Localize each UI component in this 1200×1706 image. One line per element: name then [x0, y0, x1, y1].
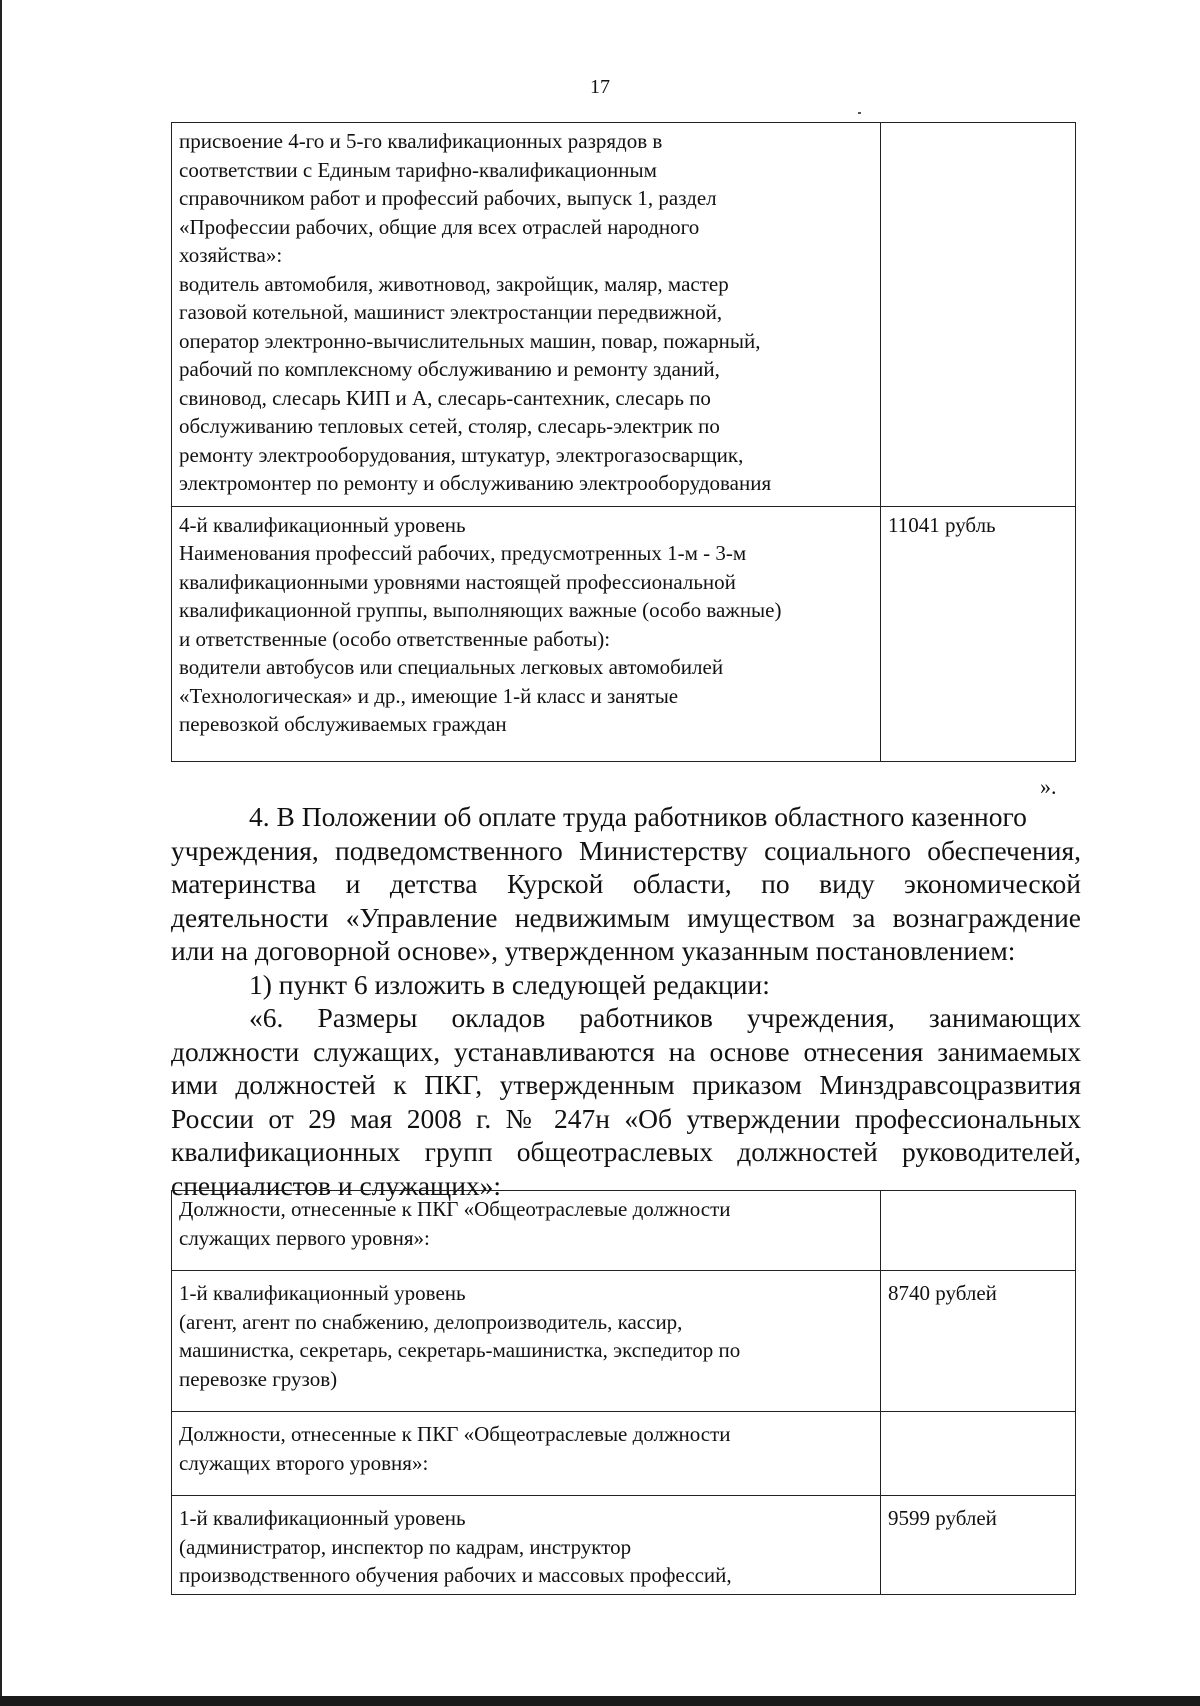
text-line: и ответственные (особо ответственные работы): [179, 626, 611, 651]
text-line: машинистка, секретарь, секретарь-машинистка, экспедитор по [179, 1338, 741, 1362]
scan-edge-left [0, 0, 2, 1706]
text-line: служащих первого уровня»: [179, 1225, 430, 1250]
table-cell-description [172, 123, 881, 507]
table-cell-salary [881, 1412, 1076, 1496]
text-line: электромонтер по ремонту и обслуживанию электрооборудования [179, 471, 772, 495]
table-row [172, 1496, 1076, 1595]
text-line: производственного обучения рабочих и массовых профессий, [179, 1563, 732, 1587]
table-row [172, 1271, 1076, 1412]
table-row [172, 123, 1076, 507]
text-line: Должности, отнесенные к ПКГ «Общеотраслевые должности [179, 1422, 731, 1446]
text-line: соответствии с Единым тарифно-квалификационным [179, 157, 657, 182]
text-line: квалификационной группы, выполняющих важные (особо важные) [179, 598, 782, 622]
text-line: должности служащих, устанавливаются на основе отнесения занимаемых [171, 1035, 1081, 1067]
salary-table-employees [171, 1190, 1076, 1595]
text-line: хозяйства»: [179, 243, 283, 267]
table-cell-salary [881, 123, 1076, 507]
text-line: водители автобусов или специальных легковых автомобилей [179, 655, 724, 679]
text-line: обслуживанию тепловых сетей, столяр, слесарь-электрик по [179, 414, 720, 438]
text-line: материнства и детства Курской области, по виду экономической [171, 868, 1081, 899]
table-cell-description [172, 1191, 881, 1271]
table-row [172, 1191, 1076, 1271]
text-line: ими должностей к ПКГ, утвержденным приказом Минздравсоцразвития [171, 1069, 1081, 1100]
text-line: (агент, агент по снабжению, делопроизводитель, кассир, [179, 1309, 683, 1334]
text-line: ремонту электрооборудования, штукатур, электрогазосварщик, [179, 442, 744, 467]
text-line: перевозке грузов) [179, 1366, 338, 1391]
text-line: 1) пункт 6 изложить в следующей редакции: [249, 969, 770, 1000]
text-line: справочником работ и профессий рабочих, выпуск 1, раздел [179, 186, 717, 210]
text-line: деятельности «Управление недвижимым имуществом за вознаграждение [171, 901, 1081, 933]
text-line: 1-й квалификационный уровень [179, 1506, 466, 1530]
table-cell-description [172, 506, 881, 761]
text-line: квалификационных групп общеотраслевых должностей руководителей, [171, 1136, 1081, 1167]
closing-quote: ». [1040, 774, 1057, 799]
text-line: свиновод, слесарь КИП и А, слесарь-сантехник, слесарь по [179, 385, 711, 410]
text-line: «6. Размеры окладов работников учреждения, занимающих [249, 1002, 1081, 1033]
text-line: 4. В Положении об оплате труда работников областного казенного [249, 801, 1027, 832]
text-line: рабочий по комплексному обслуживанию и ремонту зданий, [179, 357, 720, 381]
scan-edge-bottom [0, 1696, 1200, 1706]
text-line: перевозкой обслуживаемых граждан [179, 712, 507, 736]
text-line: присвоение 4-го и 5-го квалификационных разрядов в [179, 129, 663, 153]
text-line: 4-й квалификационный уровень [179, 512, 466, 537]
table-cell-salary: 8740 рублей [881, 1271, 1076, 1412]
text-line: «Профессии рабочих, общие для всех отраслей народного [179, 214, 700, 239]
text-line: специалистов и служащих»: [171, 1169, 502, 1201]
table-cell-description [172, 1271, 881, 1412]
text-line: 1-й квалификационный уровень [179, 1281, 466, 1305]
text-line: России от 29 мая 2008 г. № 247н «Об утверждении профессиональных [171, 1102, 1081, 1134]
text-line: или на договорной основе», утвержденном указанным постановлением: [171, 935, 1016, 966]
text-line: «Технологическая» и др., имеющие 1-й класс и занятые [179, 683, 679, 708]
table-cell-description [172, 1496, 881, 1595]
table-row [172, 1412, 1076, 1496]
table-cell-salary: 11041 рубль [881, 506, 1076, 761]
page-number: 17 [590, 76, 610, 98]
paragraph-4 [171, 800, 1081, 968]
item-1 [171, 968, 1081, 1002]
text-line: Должности, отнесенные к ПКГ «Общеотраслевые должности [179, 1197, 731, 1221]
salary-table-workers [171, 122, 1076, 762]
table-cell-salary [881, 1191, 1076, 1271]
table-row [172, 506, 1076, 761]
text-line: квалификационными уровнями настоящей профессиональной [179, 569, 736, 594]
text-line: газовой котельной, машинист электростанции передвижной, [179, 300, 723, 324]
text-line: оператор электронно-вычислительных машин, повар, пожарный, [179, 328, 761, 353]
text-line: служащих второго уровня»: [179, 1450, 429, 1475]
table-cell-salary: 9599 рублей [881, 1496, 1076, 1595]
table-cell-description [172, 1412, 881, 1496]
text-line: учреждения, подведомственного Министерству социального обеспечения, [171, 834, 1081, 866]
text-line: (администратор, инспектор по кадрам, инструктор [179, 1534, 632, 1559]
text-line: Наименования профессий рабочих, предусмотренных 1-м - 3-м [179, 541, 747, 565]
paragraph-6 [171, 1001, 1081, 1202]
text-line: водитель автомобиля, животновод, закройщик, маляр, мастер [179, 271, 729, 296]
scan-speck [858, 112, 861, 114]
